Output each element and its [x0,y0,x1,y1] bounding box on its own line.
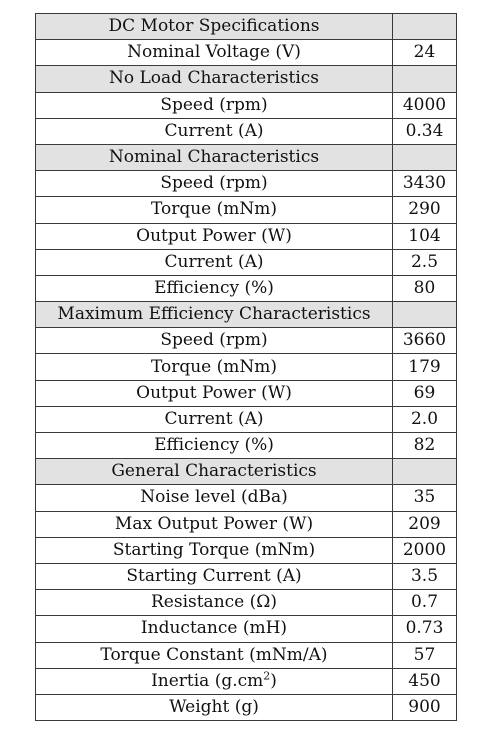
table-row [36,485,457,511]
table-row [36,40,457,66]
table-row [36,354,457,380]
spec-label: Speed (rpm) [160,330,268,351]
table-row [36,380,457,406]
label-cell [36,406,393,432]
value-cell: 900 [393,694,457,720]
label-cell [36,694,393,720]
section-title: DC Motor Specifications [108,16,320,37]
table-row [36,92,457,118]
table-row [36,642,457,668]
label-cell [36,249,393,275]
label-cell [36,511,393,537]
spec-label: Max Output Power (W) [114,513,314,534]
label-cell [36,275,393,301]
section-header-row [36,459,457,485]
table-row [36,406,457,432]
value-cell: 0.34 [393,118,457,144]
section-header-row [36,66,457,92]
section-title-cell [36,459,393,485]
table-row [36,433,457,459]
table-row [36,668,457,694]
section-title-cell [36,302,393,328]
value-cell: 35 [393,485,457,511]
section-empty-cell [393,459,457,485]
spec-label: Torque (mNm) [150,356,278,377]
label-cell [36,485,393,511]
table-row [36,694,457,720]
spec-table-body [36,14,457,721]
label-cell [36,197,393,223]
label-cell [36,642,393,668]
label-cell [36,92,393,118]
value-cell: 69 [393,380,457,406]
label-cell [36,223,393,249]
spec-label: Speed (rpm) [160,94,268,115]
value-cell: 3430 [393,171,457,197]
label-cell [36,380,393,406]
value-cell: 57 [393,642,457,668]
section-title: Maximum Efficiency Characteristics [57,304,371,325]
spec-label: Starting Torque (mNm) [112,539,316,560]
section-title-cell [36,66,393,92]
section-header-row [36,302,457,328]
value-cell: 2000 [393,537,457,563]
table-row [36,197,457,223]
section-empty-cell [393,66,457,92]
label-cell [36,354,393,380]
spec-label: Inertia (g.cm [151,670,264,691]
table-row [36,275,457,301]
value-cell: 82 [393,433,457,459]
value-cell: 4000 [393,92,457,118]
section-title-cell [36,144,393,170]
label-cell [36,616,393,642]
section-empty-cell [393,14,457,40]
table-row [36,511,457,537]
spec-label: Output Power (W) [136,225,292,246]
section-title: Nominal Characteristics [108,147,320,168]
value-cell: 450 [393,668,457,694]
label-cell [36,40,393,66]
spec-label: Resistance (Ω) [150,592,277,613]
label-cell [36,171,393,197]
spec-label: Starting Current (A) [126,566,302,587]
value-cell: 2.0 [393,406,457,432]
section-header-row [36,144,457,170]
table-row [36,563,457,589]
spec-label: Noise level (dBa) [140,487,288,508]
value-cell: 0.7 [393,590,457,616]
spec-label: Torque (mNm) [150,199,278,220]
value-cell: 80 [393,275,457,301]
label-cell [36,328,393,354]
label-cell [36,118,393,144]
table-row [36,590,457,616]
value-cell: 104 [393,223,457,249]
value-cell: 2.5 [393,249,457,275]
table-row [36,171,457,197]
spec-label: Output Power (W) [136,382,292,403]
spec-label: Weight (g) [169,696,259,717]
table-row [36,616,457,642]
spec-label: Current (A) [164,251,264,272]
label-cell [36,537,393,563]
spec-label: Inductance (mH) [140,618,288,639]
spec-label: Nominal Voltage (V) [127,42,301,63]
table-row [36,223,457,249]
value-cell: 24 [393,40,457,66]
value-cell: 3660 [393,328,457,354]
label-cell [36,433,393,459]
spec-label: Speed (rpm) [160,173,268,194]
spec-label: Current (A) [164,408,264,429]
section-empty-cell [393,302,457,328]
table-row [36,328,457,354]
spec-label: Efficiency (%) [154,277,274,298]
spec-label: Efficiency (%) [154,435,274,456]
section-title: No Load Characteristics [108,68,320,89]
section-title: General Characteristics [111,461,317,482]
value-cell: 209 [393,511,457,537]
section-header-row [36,14,457,40]
value-cell: 290 [393,197,457,223]
value-cell: 3.5 [393,563,457,589]
label-cell [36,590,393,616]
spec-label: Torque Constant (mNm/A) [100,644,328,665]
section-empty-cell [393,144,457,170]
section-title-cell [36,14,393,40]
label-cell [36,563,393,589]
motor-spec-table [35,13,457,721]
table-row [36,118,457,144]
value-cell: 179 [393,354,457,380]
superscript: 2 [263,669,271,683]
table-row [36,537,457,563]
spec-label: Current (A) [164,120,264,141]
spec-label-suffix: ) [270,670,277,691]
table-row [36,249,457,275]
value-cell: 0.73 [393,616,457,642]
label-cell [36,668,393,694]
